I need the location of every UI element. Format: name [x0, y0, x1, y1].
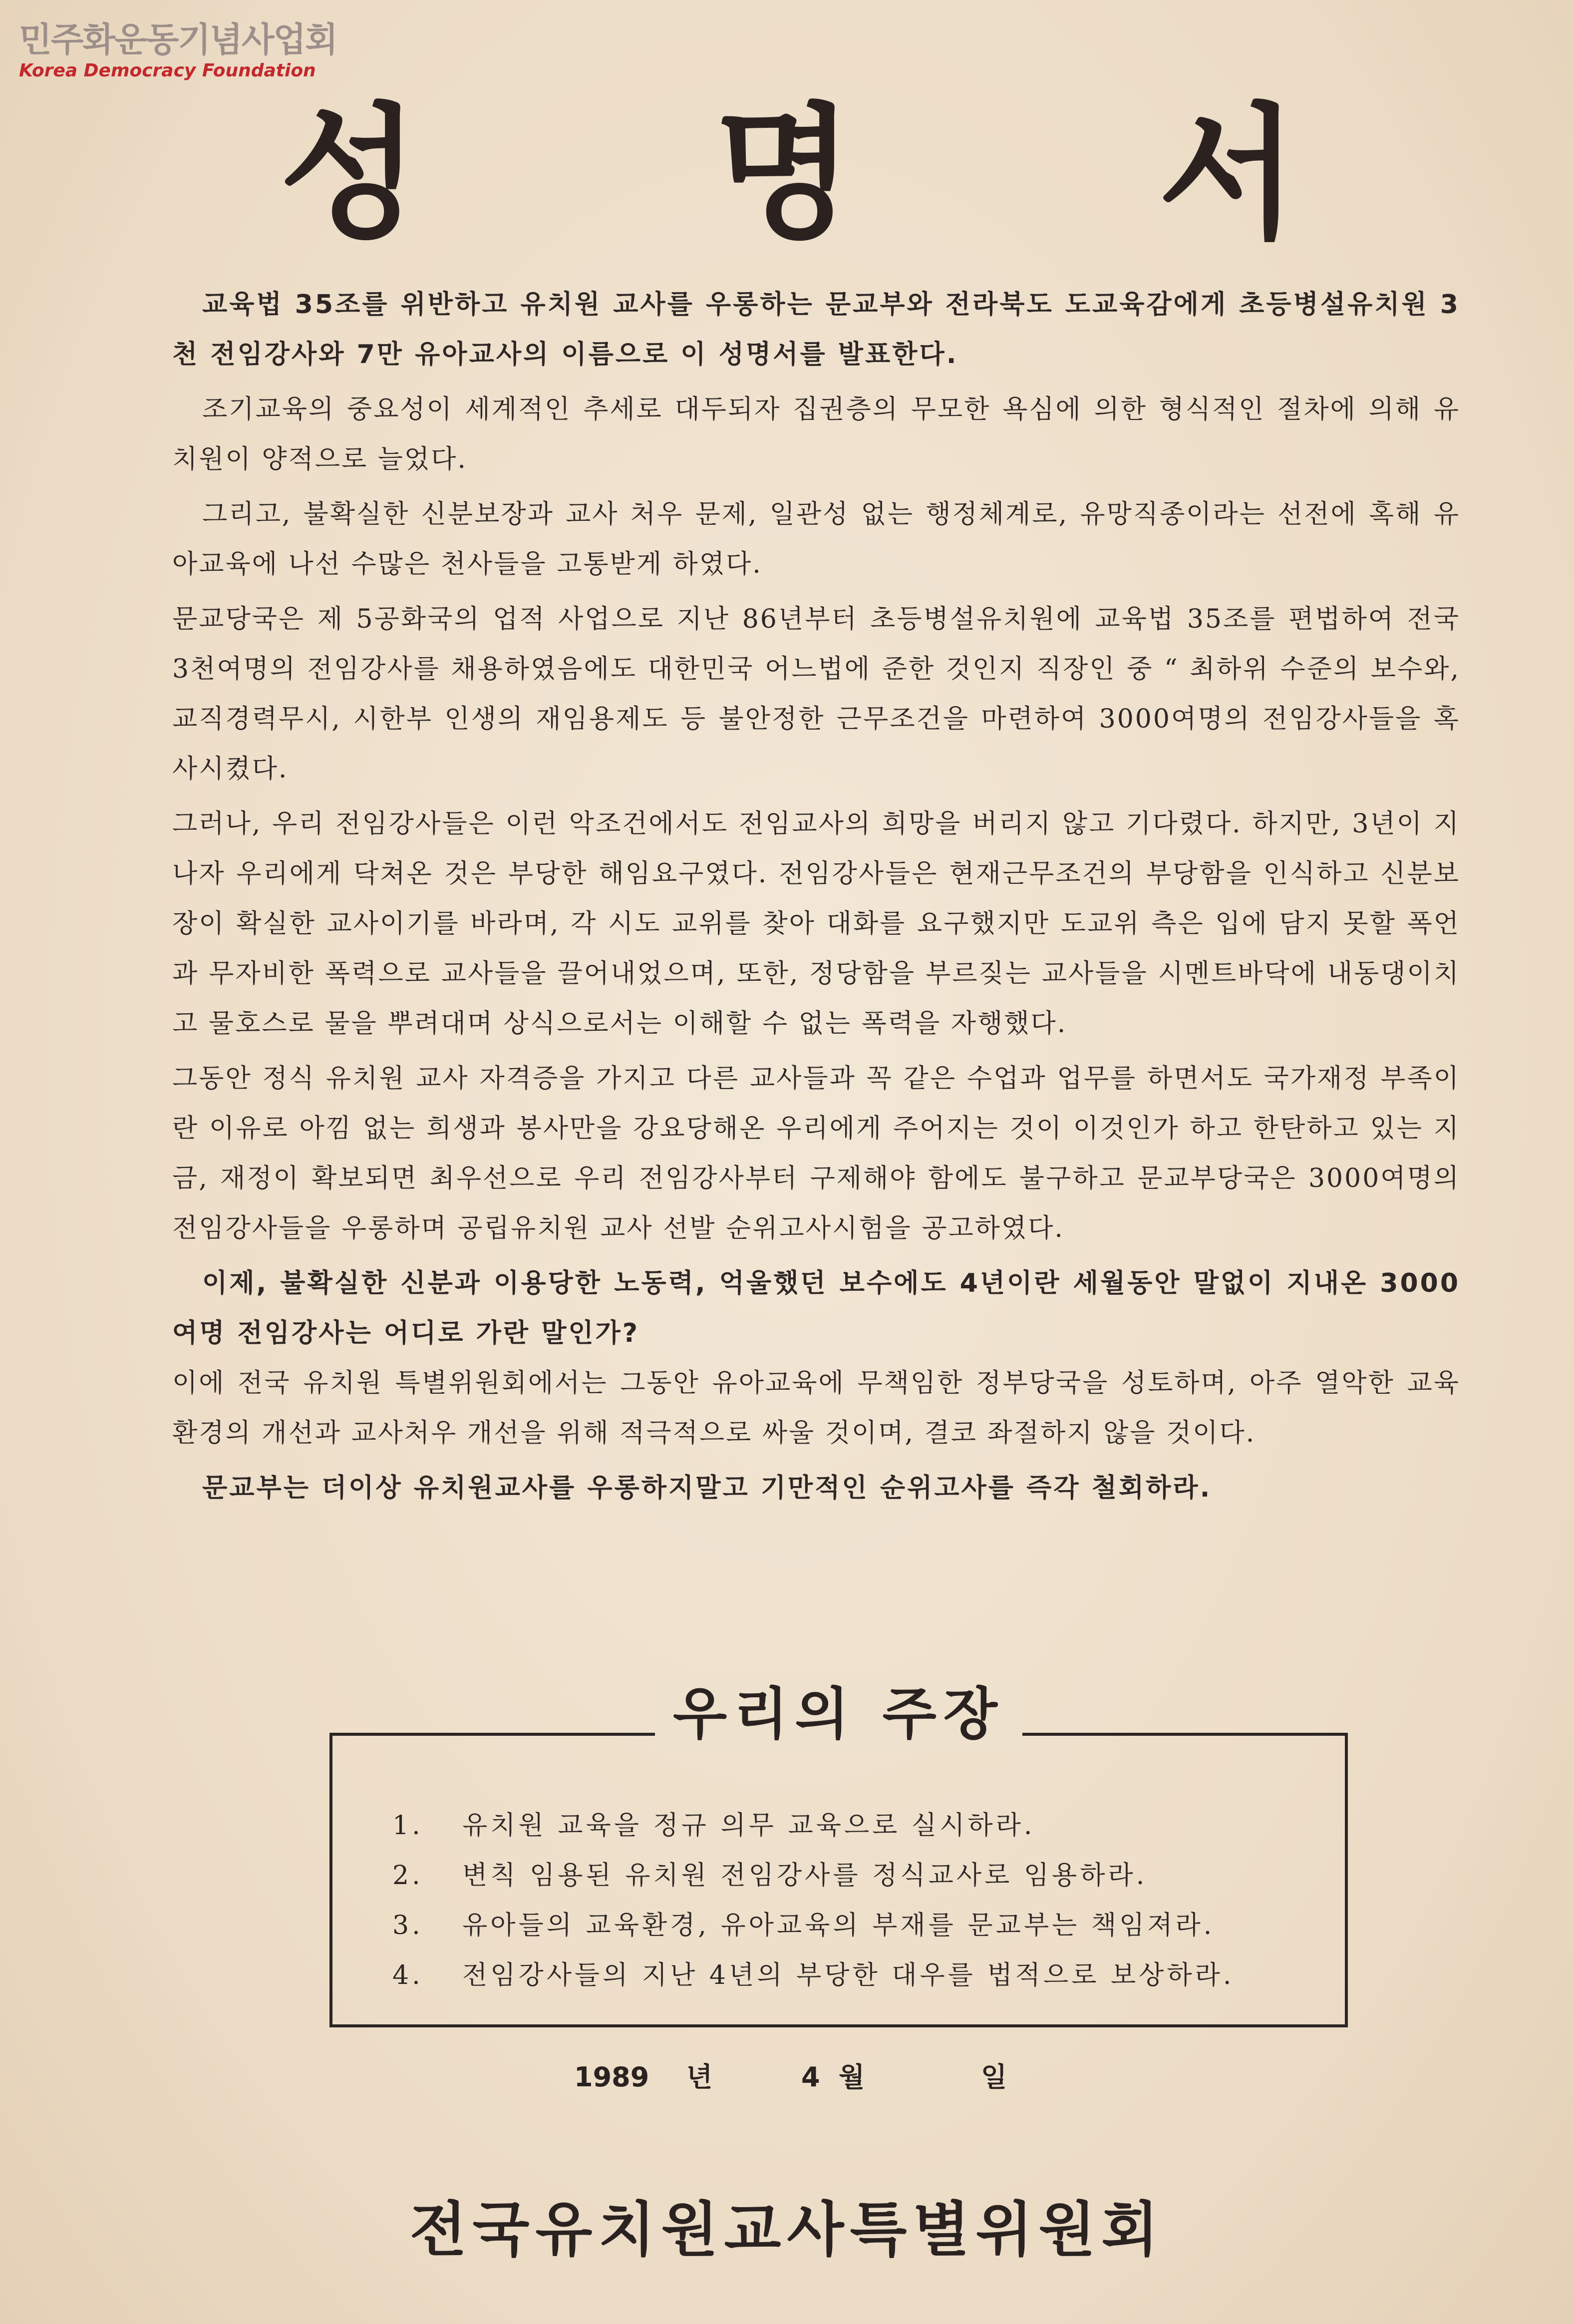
paragraph-intro: 교육법 35조를 위반하고 유치원 교사를 우롱하는 문교부와 전라북도 도교육감에게 초등병설유치원 3천 전임강사와 7만 유아교사의 이름으로 이 성명서를 발표한다. — [172, 290, 1460, 370]
claim-text: 전임강사들의 지난 4년의 부당한 대우를 법적으로 보상하라. — [462, 1960, 1235, 1990]
claim-item — [392, 1851, 1331, 1901]
claim-item — [392, 1801, 1331, 1851]
date-month: 4 — [801, 2061, 820, 2093]
paragraph-7: 이에 전국 유치원 특별위원회에서는 그동안 유아교육에 무책임한 정부당국을 성토하며, 아주 열악한 교육 환경의 개선과 교사처우 개선을 위해 적극적으로 싸울 것이며, 결코 좌절하지 않을 것이다. — [172, 1368, 1460, 1448]
claim-number: 3. — [392, 1911, 423, 1940]
paragraph-1: 조기교육의 중요성이 세계적인 추세로 대두되자 집권층의 무모한 욕심에 의한 형식적인 절차에 의해 유치원이 양적으로 늘었다. — [172, 394, 1460, 474]
paragraph-4: 그러나, 우리 전임강사들은 이런 악조건에서도 전임교사의 희망을 버리지 않고 기다렸다. 하지만, 3년이 지나자 우리에게 닥쳐온 것은 부당한 해임요구였다. 전임강사들은 현재근무조건의 부당함을 인식하고 신분보장이 확실한 교사이기를 바라며, 각 시도 교위를 찾아 대화를 요구했지만 도교위 측은 입에 담지 못할 폭언과 무자비한 폭력으로 교사들을 끌어내었으며, 또한, 정당함을 부르짖는 교사들을 시멘트바닥에 내동댕이치고 물호스로 물을 뿌려대며 상식으로서는 이해할 수 없는 폭력을 자행했다. — [172, 809, 1460, 1039]
claim-text: 유아들의 교육환경, 유아교육의 부재를 문교부는 책임져라. — [462, 1911, 1215, 1940]
paragraph-demand: 문교부는 더이상 유치원교사를 우롱하지말고 기만적인 순위고사를 즉각 철회하라. — [202, 1473, 1212, 1503]
claim-number: 4. — [392, 1960, 423, 1990]
claim-number: 2. — [392, 1861, 423, 1891]
claim-text: 유치원 교육을 정규 의무 교육으로 실시하라. — [462, 1811, 1035, 1841]
date-day-unit: 일 — [981, 2061, 1007, 2093]
watermark-english-text: Korea Democracy Foundation — [19, 60, 316, 81]
claims-title: 우리의 주장 — [655, 1677, 1022, 1752]
paragraph-3: 문교당국은 제 5공화국의 업적 사업으로 지난 86년부터 초등병설유치원에 교육법 35조를 편법하여 전국 3천여명의 전임강사를 채용하였음에도 대한민국 어느법에 준한 것인지 직장인 중 “ 최하위 수준의 보수와, 교직경력무시, 시한부 인생의 재임용제도 등 불안정한 근무조건을 마련하여 3000여명의 전임강사들을 혹사시켰다. — [172, 604, 1460, 784]
watermark-korean-text: 민주화운동기념사업회 — [19, 20, 337, 60]
paragraph-6: 이제, 불확실한 신분과 이용당한 노동력, 억울했던 보수에도 4년이란 세월동안 말없이 지내온 3000여명 전임강사는 어디로 가란 말인가? — [172, 1268, 1460, 1348]
paragraph-2: 그리고, 불확실한 신분보장과 교사 처우 문제, 일관성 없는 행정체계로, 유망직종이라는 선전에 혹해 유아교육에 나선 수많은 천사들을 고통받게 하였다. — [172, 499, 1460, 579]
date-year-unit: 년 — [686, 2061, 713, 2093]
claim-number: 1. — [392, 1811, 423, 1841]
claim-text: 변칙 임용된 유치원 전임강사를 정식교사로 임용하라. — [462, 1861, 1148, 1891]
statement-body — [172, 280, 1460, 1513]
claims-list — [392, 1801, 1331, 2000]
claims-box — [329, 1682, 1348, 2027]
date-month-unit: 월 — [839, 2061, 865, 2093]
issuer-signature: 전국유치원교사특별위원회 — [409, 2195, 1165, 2264]
claim-item — [392, 1901, 1331, 1950]
date-year: 1989 — [574, 2061, 649, 2093]
claim-item — [392, 1950, 1331, 2000]
title-char-3: 서 — [1158, 90, 1298, 259]
foundation-watermark — [19, 20, 338, 82]
title-char-1: 성 — [280, 90, 420, 259]
page-title — [0, 92, 1574, 257]
title-char-2: 명 — [714, 90, 854, 259]
paragraph-5: 그동안 정식 유치원 교사 자격증을 가지고 다른 교사들과 꼭 같은 수업과 업무를 하면서도 국가재정 부족이란 이유로 아낌 없는 희생과 봉사만을 강요당해온 우리에게 주어지는 것이 이것인가 하고 한탄하고 있는 지금, 재정이 확보되면 최우선으로 우리 전임강사부터 구제해야 함에도 불구하고 문교부당국은 3000여명의 전임강사들을 우롱하며 공립유치원 교사 선발 순위고사시험을 공고하였다. — [172, 1064, 1460, 1243]
